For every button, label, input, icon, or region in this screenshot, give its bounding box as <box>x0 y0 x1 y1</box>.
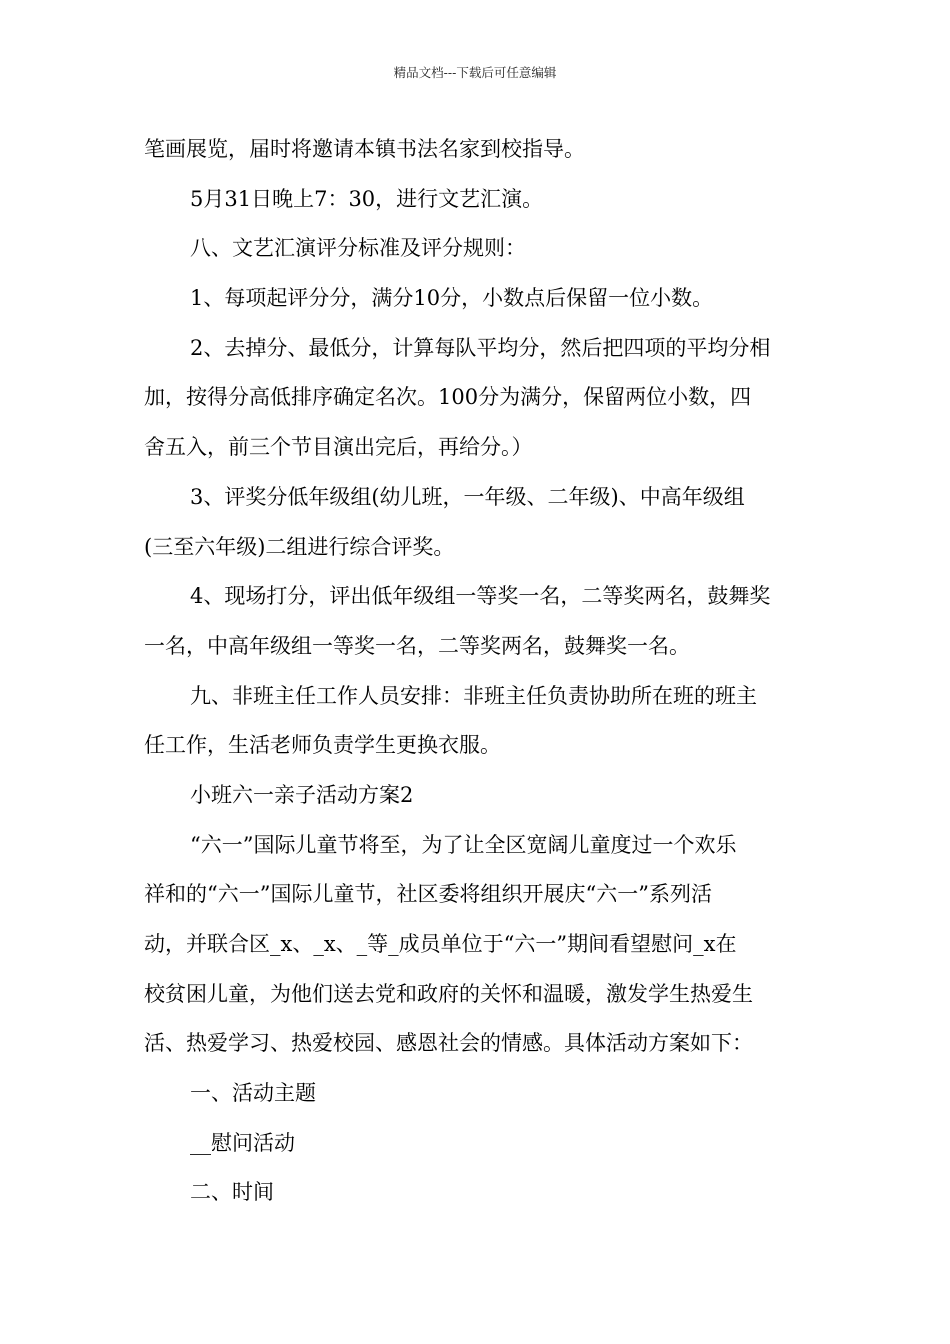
text-line: 校贫困儿童，为他们送去党和政府的关怀和温暖，激发学生热爱生 <box>144 981 753 1006</box>
section-heading: 二、时间 <box>190 1180 274 1205</box>
text-line: 1、每项起评分分，满分10分，小数点后保留一位小数。 <box>190 286 714 311</box>
text-line: 舍五入，前三个节目演出完后，再给分。） <box>144 435 533 460</box>
section-heading: 一、活动主题 <box>190 1081 316 1106</box>
text-line: 一名，中高年级组一等奖一名，二等奖两名，鼓舞奖一名。 <box>144 633 690 658</box>
page-header: 精品文档---下载后可任意编辑 <box>393 65 557 80</box>
document-body <box>144 125 808 1218</box>
text-line: 任工作，生活老师负责学生更换衣服。 <box>144 733 501 758</box>
text-line: (三至六年级)二组进行综合评奖。 <box>144 534 455 559</box>
section-heading: 八、文艺汇演评分标准及评分规则： <box>190 236 526 261</box>
section-heading: 九、非班主任工作人员安排：非班主任负责协助所在班的班主 <box>190 683 757 708</box>
plan-title: 小班六一亲子活动方案2 <box>190 782 414 807</box>
text-line: 祥和的“六一”国际儿童节，社区委将组织开展庆“六一”系列活 <box>144 882 712 907</box>
text-line: “六一”国际儿童节将至，为了让全区宽阔儿童度过一个欢乐 <box>190 832 737 857</box>
text-line: 5月31日晚上7：30，进行文艺汇演。 <box>190 186 544 211</box>
text-line: __慰问活动 <box>190 1130 295 1155</box>
text-line: 加，按得分高低排序确定名次。100分为满分，保留两位小数，四 <box>144 385 752 410</box>
text-line: 2、去掉分、最低分，计算每队平均分，然后把四项的平均分相 <box>190 335 771 360</box>
text-line: 3、评奖分低年级组(幼儿班，一年级、二年级)、中高年级组 <box>190 484 745 509</box>
text-line: 动，并联合区_x、_x、_等_成员单位于“六一”期间看望慰问_x在 <box>144 932 737 956</box>
text-line: 笔画展览，届时将邀请本镇书法名家到校指导。 <box>144 137 585 161</box>
text-line: 活、热爱学习、热爱校园、感恩社会的情感。具体活动方案如下： <box>144 1031 753 1056</box>
text-line: 4、现场打分，评出低年级组一等奖一名，二等奖两名，鼓舞奖 <box>190 584 771 609</box>
